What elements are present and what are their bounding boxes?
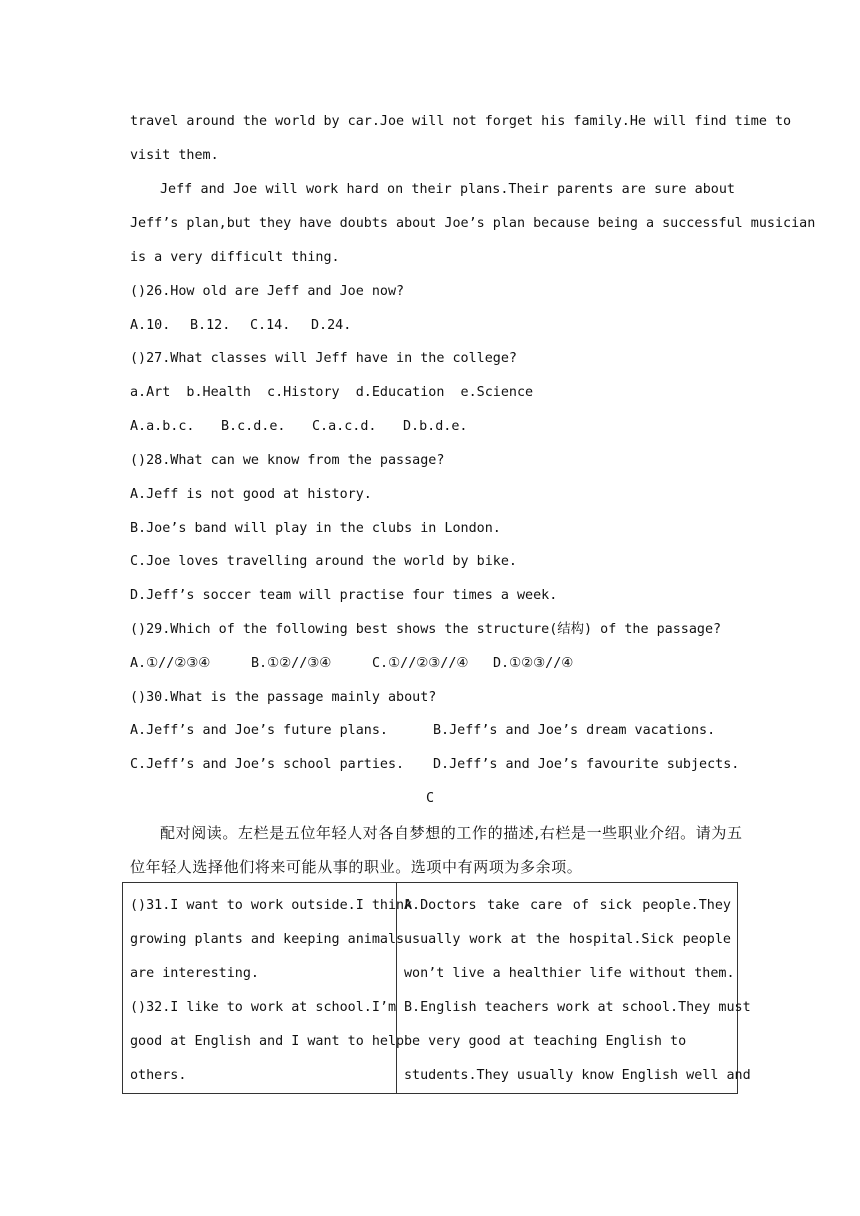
option-c: C.14. xyxy=(250,318,291,333)
question-30-options-row1 xyxy=(130,721,735,741)
table-left-line: others. xyxy=(130,1068,187,1083)
question-30-options-row2 xyxy=(130,755,740,775)
option-b: B.c.d.e. xyxy=(221,419,286,434)
option-a: A.Jeff is not good at history. xyxy=(130,487,372,502)
option-c: C.a.c.d. xyxy=(312,419,377,434)
option-b: B.Jeff’s and Joe’s dream vacations. xyxy=(433,723,716,738)
table-left-line: are interesting. xyxy=(130,966,259,981)
table-left-line: good at English and I want to help xyxy=(130,1034,405,1049)
option-b: B.12. xyxy=(190,318,231,333)
option-b: B.①②//③④ xyxy=(251,656,332,671)
option-d: D.①②③//④ xyxy=(493,656,574,671)
table-right-line: be very good at teaching English to xyxy=(404,1034,687,1049)
table-right-column xyxy=(397,883,751,1094)
table-left-line: ()31.I want to work outside.I think xyxy=(130,898,413,913)
option-d: D.b.d.e. xyxy=(403,419,468,434)
question-27-items: a.Art b.Health c.History d.Education e.Science xyxy=(130,385,534,400)
question-27-options xyxy=(130,417,735,437)
table-right-line: A.Doctors take care of sick people.They xyxy=(404,898,731,913)
option-c: C.Joe loves travelling around the world by bike. xyxy=(130,554,517,569)
question-27-stem: ()27.What classes will Jeff have in the college? xyxy=(130,351,517,366)
section-instruction: 位年轻人选择他们将来可能从事的职业。选项中有两项为多余项。 xyxy=(130,858,583,876)
question-26-options xyxy=(130,316,735,336)
passage-line: Jeff’s plan,but they have doubts about Joe’s plan because being a successful musician xyxy=(130,216,816,231)
option-a: A.Jeff’s and Joe’s future plans. xyxy=(130,723,388,738)
section-instruction: 配对阅读。左栏是五位年轻人对各自梦想的工作的描述,右栏是一些职业介绍。请为五 xyxy=(160,824,743,842)
passage-line: Jeff and Joe will work hard on their plans.Their parents are sure about xyxy=(160,182,735,197)
table-left-line: ()32.I like to work at school.I’m xyxy=(130,1000,397,1015)
option-d: D.24. xyxy=(311,318,352,333)
table-left-column xyxy=(123,883,413,1094)
table-right-line: students.They usually know English well and xyxy=(404,1068,751,1083)
table-right-line: usually work at the hospital.Sick people xyxy=(404,932,731,947)
table-right-line: B.English teachers work at school.They must xyxy=(404,1000,751,1015)
passage-line: is a very difficult thing. xyxy=(130,250,340,265)
option-d: D.Jeff’s and Joe’s favourite subjects. xyxy=(433,757,740,772)
option-c: C.Jeff’s and Joe’s school parties. xyxy=(130,757,405,772)
table-left-line: growing plants and keeping animals xyxy=(130,932,405,947)
option-a: A.10. xyxy=(130,318,171,333)
question-29-stem: ()29.Which of the following best shows the structure(结构) of the passage? xyxy=(130,622,722,637)
question-30-stem: ()30.What is the passage mainly about? xyxy=(130,690,437,705)
option-d: D.Jeff’s soccer team will practise four times a week. xyxy=(130,588,558,603)
passage-line: travel around the world by car.Joe will not forget his family.He will find time to xyxy=(130,114,792,129)
question-26-stem: ()26.How old are Jeff and Joe now? xyxy=(130,284,405,299)
option-a: A.a.b.c. xyxy=(130,419,195,434)
matching-table xyxy=(122,882,751,1094)
table-right-line: won’t live a healthier life without them. xyxy=(404,966,735,981)
question-29-options xyxy=(130,654,735,674)
option-c: C.①//②③//④ xyxy=(372,656,469,671)
passage-line: visit them. xyxy=(130,148,219,163)
question-28-stem: ()28.What can we know from the passage? xyxy=(130,453,445,468)
option-a: A.①//②③④ xyxy=(130,656,211,671)
section-heading: C xyxy=(425,791,435,806)
option-b: B.Joe’s band will play in the clubs in London. xyxy=(130,521,501,536)
